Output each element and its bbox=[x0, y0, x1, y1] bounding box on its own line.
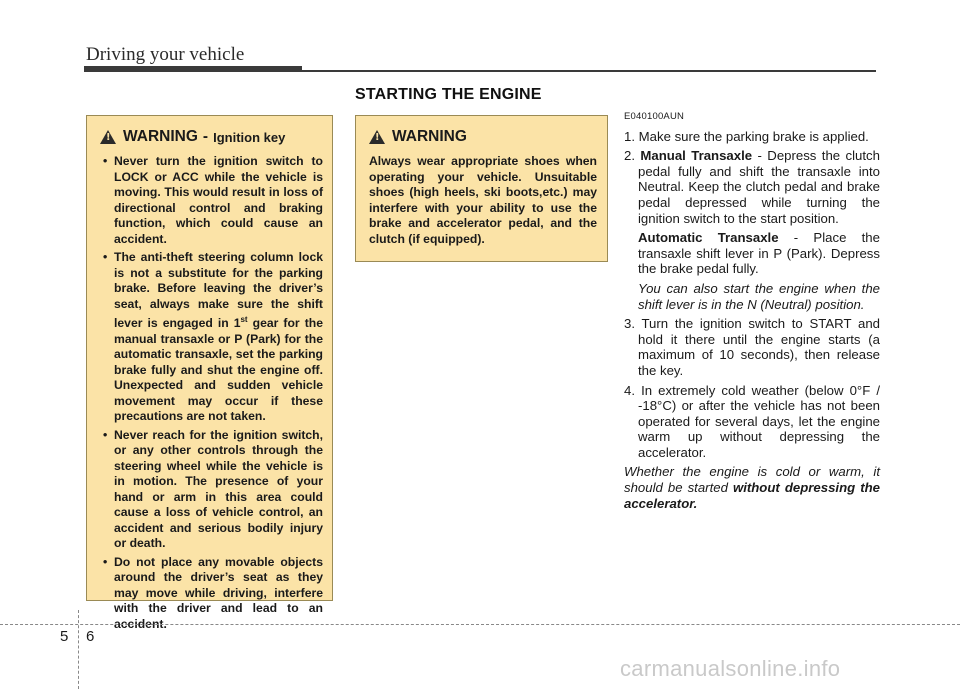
warning-list-item: • Never turn the ignition switch to LOCK or ACC while the vehicle is moving. This would result in loss of directional control and braking function, which could cause an accident. bbox=[99, 154, 323, 247]
warning-triangle-icon: ! bbox=[369, 130, 385, 144]
step-2-note: You can also start the engine when the shift lever is in the N (Neutral) position. bbox=[638, 280, 880, 312]
step-3: 3. Turn the ignition switch to START and hold it there until the engine starts (a maximum of 10 seconds), then release the key. bbox=[624, 316, 880, 378]
warning-list-item: • Do not place any movable objects around the driver’s seat as they may move while driving, interfere with the driver and lead to an accident. bbox=[99, 555, 323, 633]
procedure-column bbox=[624, 109, 880, 511]
warning-header bbox=[87, 124, 332, 150]
warning-title: WARNING bbox=[123, 128, 198, 145]
warning-list-item: • Never reach for the ignition switch, or any other controls through the steering wheel while the vehicle is in motion. The presence of your hand or arm in this area could cause a loss of vehicle control, an accident and serious bodily injury or death. bbox=[99, 428, 323, 552]
watermark: carmanualsonline.info bbox=[620, 656, 841, 681]
warning-triangle-icon: ! bbox=[100, 130, 116, 144]
warning-title: WARNING bbox=[392, 128, 467, 145]
manual-transaxle-label: Manual Transaxle bbox=[640, 148, 753, 164]
step-2-automatic: Automatic Transaxle - Place the transaxle shift lever in P (Park). Depress the brake pedal fully. bbox=[638, 230, 880, 277]
final-note: Whether the engine is cold or warm, it should be started without depressing the accelerator. bbox=[624, 464, 880, 511]
section-title: STARTING THE ENGINE bbox=[355, 86, 542, 103]
footer-divider bbox=[0, 624, 960, 625]
header-rule-thin bbox=[302, 70, 876, 72]
warning-list-item: • The anti-theft steering column lock is not a substitute for the parking brake. Before leaving the driver’s seat, always make sure the shift lever is engaged in 1st gear for the manual transaxle or P (Park) for the automatic transaxle, set the parking brake fully and shut the engine off. Unexpected and sudden vehicle movement may occur if these precautions are not taken. bbox=[99, 250, 323, 425]
step-4: 4. In extremely cold weather (below 0°F / -18°C) or after the vehicle has not been operated for several days, let the engine warm up without depressing the accelerator. bbox=[624, 382, 880, 460]
warning-subtitle: Ignition key bbox=[213, 129, 286, 145]
chapter-number: 5 bbox=[60, 628, 69, 645]
page-header-title: Driving your vehicle bbox=[86, 44, 245, 65]
warning-header bbox=[356, 124, 607, 150]
warning-box-shoes bbox=[355, 115, 608, 262]
warning-list bbox=[87, 154, 332, 632]
step-1: 1. Make sure the parking brake is applied. bbox=[624, 128, 869, 144]
footer-vertical-divider bbox=[78, 610, 79, 689]
procedure-code: E040100AUN bbox=[624, 111, 685, 122]
warning-box-ignition-key bbox=[86, 115, 333, 631]
warning-text: Always wear appropriate shoes when operating your vehicle. Unsuitable shoes (high heels, ski boots,etc.) may interfere with your ability to use the brake and accelerator pedal, and the clutch (if equipped). bbox=[369, 154, 597, 246]
header-rule-thick bbox=[84, 66, 302, 72]
page-number: 6 bbox=[86, 628, 95, 645]
step-2: 2. Manual Transaxle - Depress the clutch pedal fully and shift the transaxle into Neutral. Keep the clutch pedal and brake pedal depressed while turning the ignition switch to the start position. bbox=[624, 148, 880, 226]
warning-title-dash: - bbox=[202, 128, 209, 145]
automatic-transaxle-label: Automatic Transaxle bbox=[638, 230, 779, 246]
